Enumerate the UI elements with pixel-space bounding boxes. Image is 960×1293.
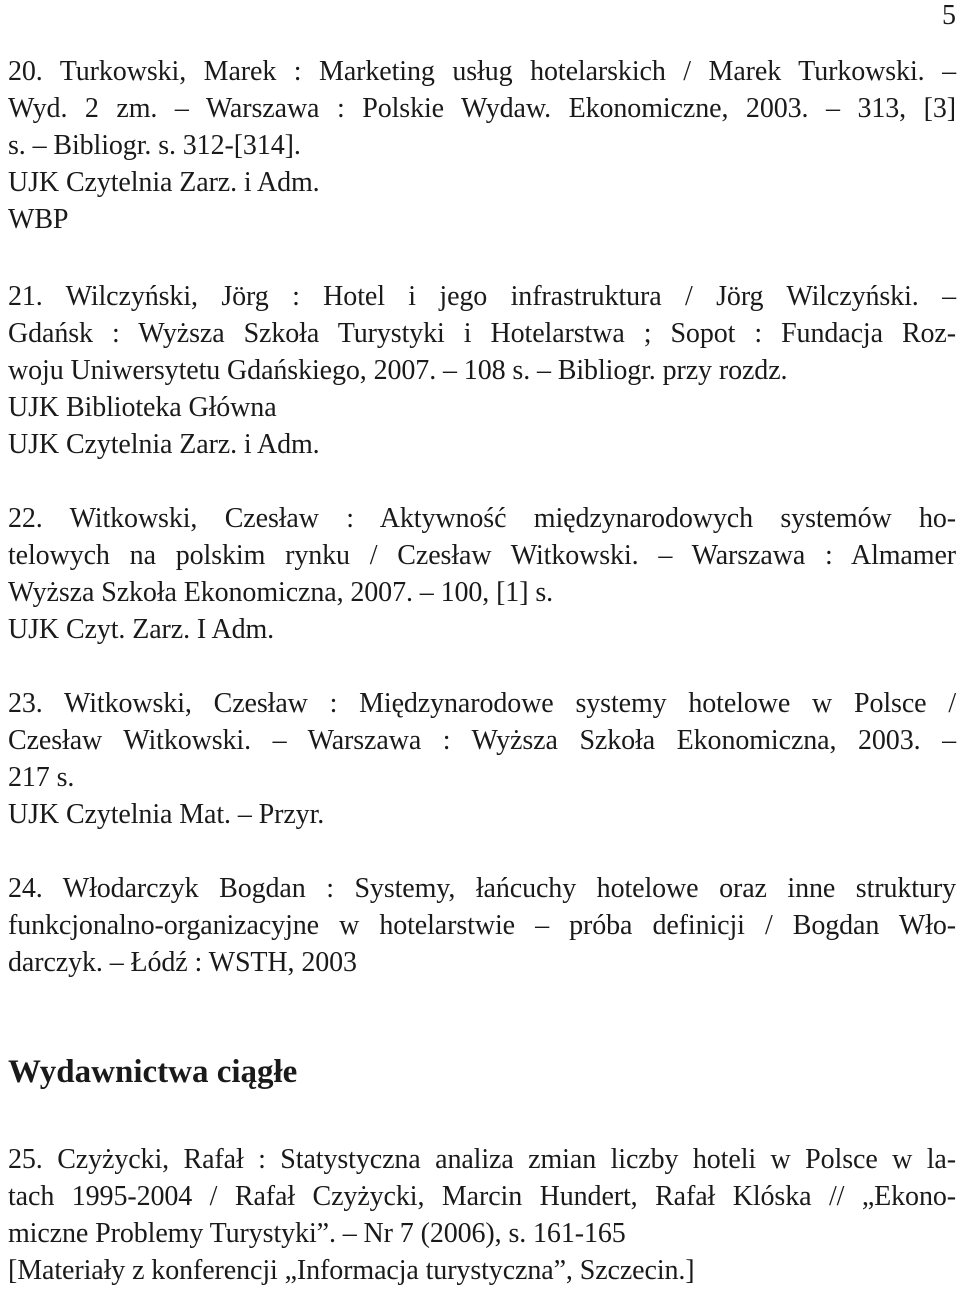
- entry-line: Wyższa Szkoła Ekonomiczna, 2007. – 100, [1] s.: [8, 577, 554, 608]
- bibliography-entry-20: [8, 53, 956, 238]
- section-heading: Wydawnictwa ciągłe: [8, 1054, 298, 1090]
- bibliography-entry-25: [8, 1141, 956, 1289]
- entry-line: telowych na polskim rynku / Czesław Witkowski. – Warszawa : Almamer: [8, 540, 956, 571]
- library-location: UJK Biblioteka Główna: [8, 392, 277, 423]
- library-location: WBP: [8, 204, 69, 235]
- bibliography-entry-21: [8, 278, 956, 463]
- entry-line: tach 1995-2004 / Rafał Czyżycki, Marcin Hundert, Rafał Klóska // „Ekono-: [8, 1181, 956, 1212]
- library-location: UJK Czyt. Zarz. I Adm.: [8, 614, 275, 645]
- entry-line: Gdańsk : Wyższa Szkoła Turystyki i Hotelarstwa ; Sopot : Fundacja Roz-: [8, 318, 956, 349]
- entry-line: 25. Czyżycki, Rafał : Statystyczna analiza zmian liczby hoteli w Polsce w la-: [8, 1144, 956, 1175]
- entry-line: 23. Witkowski, Czesław : Międzynarodowe systemy hotelowe w Polsce /: [8, 688, 956, 719]
- entry-line: 24. Włodarczyk Bogdan : Systemy, łańcuchy hotelowe oraz inne struktury: [8, 873, 956, 904]
- entry-line: 217 s.: [8, 762, 75, 793]
- bibliography-entry-24: [8, 870, 956, 981]
- bibliography-entry-23: [8, 685, 956, 833]
- entry-line: funkcjonalno-organizacyjne w hotelarstwie – próba definicji / Bogdan Wło-: [8, 910, 956, 941]
- entry-line: 21. Wilczyński, Jörg : Hotel i jego infrastruktura / Jörg Wilczyński. –: [8, 281, 956, 312]
- entry-line: Wyd. 2 zm. – Warszawa : Polskie Wydaw. Ekonomiczne, 2003. – 313, [3]: [8, 93, 956, 124]
- entry-line: s. – Bibliogr. s. 312-[314].: [8, 130, 301, 161]
- entry-line: miczne Problemy Turystyki”. – Nr 7 (2006), s. 161-165: [8, 1218, 626, 1249]
- library-location: UJK Czytelnia Zarz. i Adm.: [8, 429, 320, 460]
- entry-line: darczyk. – Łódź : WSTH, 2003: [8, 947, 357, 978]
- entry-line: 20. Turkowski, Marek : Marketing usług hotelarskich / Marek Turkowski. –: [8, 56, 956, 87]
- page-number: 5: [942, 0, 956, 31]
- entry-note: [Materiały z konferencji „Informacja turystyczna”, Szczecin.]: [8, 1255, 695, 1286]
- entry-line: 22. Witkowski, Czesław : Aktywność międzynarodowych systemów ho-: [8, 503, 956, 534]
- library-location: UJK Czytelnia Zarz. i Adm.: [8, 167, 320, 198]
- library-location: UJK Czytelnia Mat. – Przyr.: [8, 799, 325, 830]
- entry-line: Czesław Witkowski. – Warszawa : Wyższa Szkoła Ekonomiczna, 2003. –: [8, 725, 956, 756]
- bibliography-entry-22: [8, 500, 956, 648]
- entry-line: woju Uniwersytetu Gdańskiego, 2007. – 108 s. – Bibliogr. przy rozdz.: [8, 355, 788, 386]
